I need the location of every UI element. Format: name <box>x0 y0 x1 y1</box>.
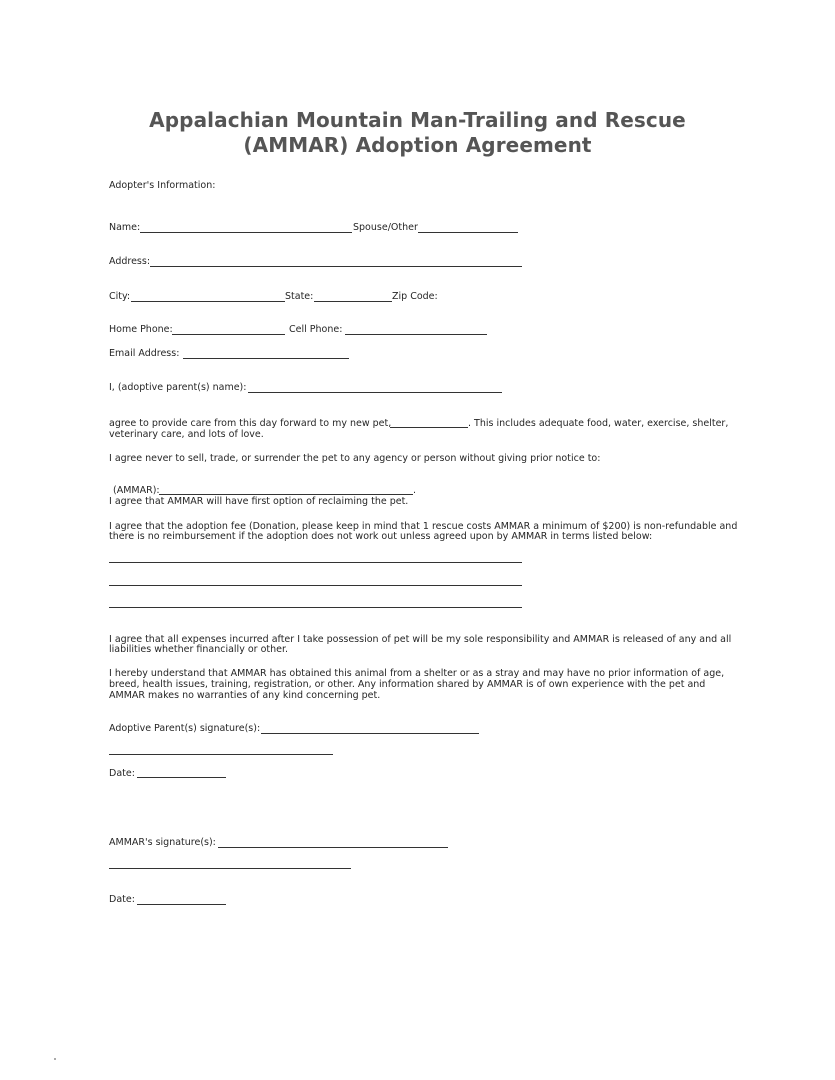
care-text-line-2: veterinary care, and lots of love. <box>109 429 264 440</box>
home-phone-label: Home Phone: <box>109 324 173 335</box>
adoptive-signature-blank-1[interactable] <box>261 733 479 734</box>
document-title-line-2: (AMMAR) Adoption Agreement <box>243 133 592 157</box>
understand-text-line-2: breed, health issues, training, registration, or other. Any information shared by AMMAR is of own experience with the pet and <box>109 679 706 690</box>
adoptive-parent-name-label: I, (adoptive parent(s) name): <box>109 382 247 393</box>
adopter-info-heading: Adopter's Information: <box>109 180 216 191</box>
adoptive-signature-label: Adoptive Parent(s) signature(s): <box>109 723 261 734</box>
adoptive-signature-blank-2[interactable] <box>109 754 333 755</box>
spouse-blank[interactable] <box>418 232 518 233</box>
ammar-signature-blank-1[interactable] <box>218 847 448 848</box>
pet-name-blank[interactable] <box>390 427 468 428</box>
care-text-part-1: agree to provide care from this day forward to my new pet, <box>109 418 392 429</box>
cell-phone-blank[interactable] <box>345 334 487 335</box>
ammar-contact-label: (AMMAR): <box>113 485 160 496</box>
ammar-signature-label: AMMAR's signature(s): <box>109 837 216 848</box>
ammar-date-blank[interactable] <box>137 904 226 905</box>
state-label: State: <box>285 291 314 302</box>
expenses-text-line-1: I agree that all expenses incurred after I take possession of pet will be my sole responsibility and AMMAR is released of any and all <box>109 634 732 645</box>
scan-speck <box>54 1058 56 1060</box>
address-label: Address: <box>109 256 151 267</box>
adoptive-date-blank[interactable] <box>137 777 226 778</box>
ammar-date-label: Date: <box>109 894 135 905</box>
ammar-contact-blank[interactable] <box>159 494 413 495</box>
email-blank[interactable] <box>183 358 349 359</box>
home-phone-blank[interactable] <box>172 334 285 335</box>
email-label: Email Address: <box>109 348 180 359</box>
address-blank[interactable] <box>150 266 522 267</box>
state-blank[interactable] <box>314 301 392 302</box>
name-blank[interactable] <box>140 232 352 233</box>
understand-text-line-1: I hereby understand that AMMAR has obtained this animal from a shelter or as a stray and may have no prior information of age, <box>109 668 725 679</box>
expenses-text-line-2: liabilities whether financially or other. <box>109 644 289 655</box>
care-text-part-2: . This includes adequate food, water, exercise, shelter, <box>468 418 729 429</box>
spouse-label: Spouse/Other <box>353 222 418 233</box>
ammar-contact-period: . <box>413 485 417 496</box>
terms-blank-3[interactable] <box>109 607 522 608</box>
city-label: City: <box>109 291 131 302</box>
adoptive-date-label: Date: <box>109 768 135 779</box>
cell-phone-label: Cell Phone: <box>289 324 343 335</box>
fee-text-line-1: I agree that the adoption fee (Donation, please keep in mind that 1 rescue costs AMMAR a minimum of $200) is non-refundable and <box>109 521 738 532</box>
first-option-text: I agree that AMMAR will have first option of reclaiming the pet. <box>109 496 409 507</box>
fee-text-line-2: there is no reimbursement if the adoption does not work out unless agreed upon by AMMAR in terms listed below: <box>109 531 653 542</box>
document-title-line-1: Appalachian Mountain Man-Trailing and Rescue <box>149 108 686 132</box>
city-blank[interactable] <box>131 301 285 302</box>
understand-text-line-3: AMMAR makes no warranties of any kind concerning pet. <box>109 690 381 701</box>
terms-blank-1[interactable] <box>109 562 522 563</box>
adoptive-parent-name-blank[interactable] <box>248 392 502 393</box>
never-sell-text: I agree never to sell, trade, or surrender the pet to any agency or person without giving prior notice to: <box>109 453 601 464</box>
ammar-signature-blank-2[interactable] <box>109 868 351 869</box>
name-label: Name: <box>109 222 141 233</box>
terms-blank-2[interactable] <box>109 585 522 586</box>
zip-code-label: Zip Code: <box>392 291 438 302</box>
